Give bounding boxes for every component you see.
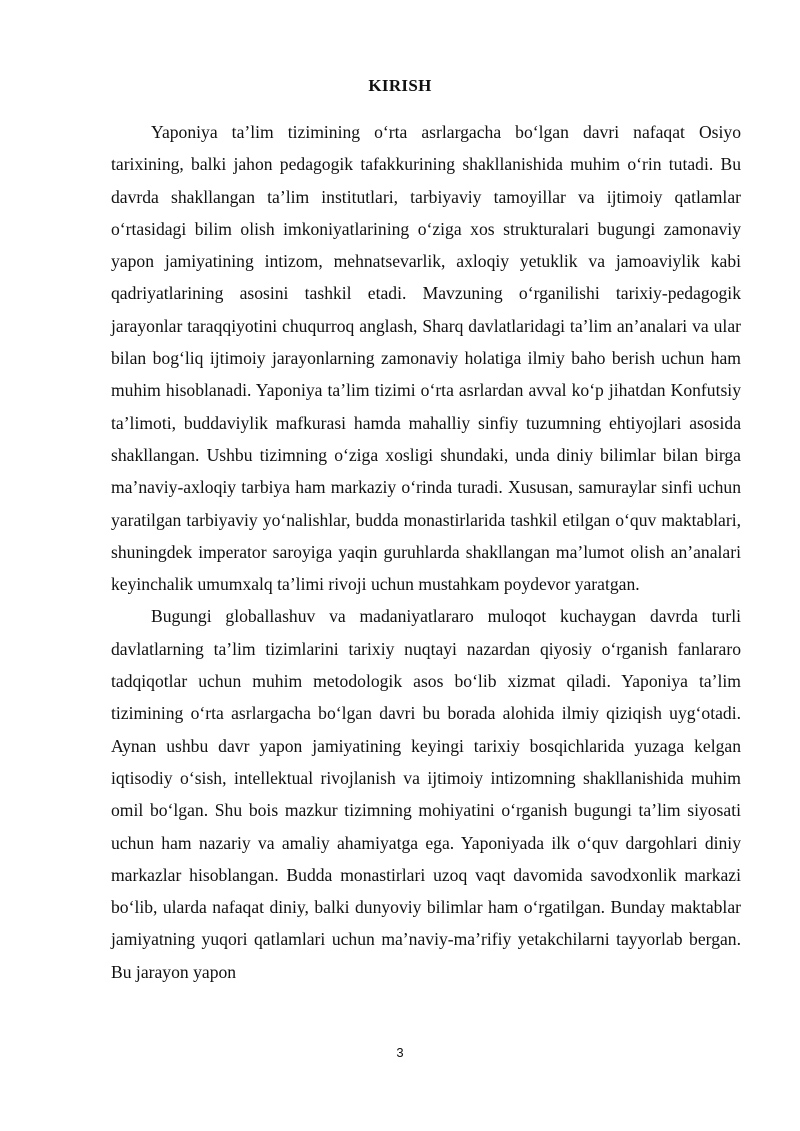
page-title: KIRISH (368, 76, 432, 95)
body-text (111, 116, 741, 988)
page-number: 3 (396, 1045, 404, 1060)
paragraph-1: Yaponiya ta’lim tizimining o‘rta asrlargacha bo‘lgan davri nafaqat Osiyo tarixining, balki jahon pedagogik tafakkurining shakllanishida muhim o‘rin tutadi. Bu davrda shakllangan ta’lim institutlari, tarbiyaviy tamoyillar va ijtimoiy qatlamlar o‘rtasidagi bilim olish imkoniyatlarining o‘ziga xos strukturalari bugungi zamonaviy yapon jamiyatining intizom, mehnatsevarlik, axloqiy yetuklik va jamoaviylik kabi qadriyatlarining asosini tashkil etadi. Mavzuning o‘rganilishi tarixiy-pedagogik jarayonlar taraqqiyotini chuqurroq anglash, Sharq davlatlaridagi ta’lim an’analari va ular bilan bog‘liq ijtimoiy jarayonlarning zamonaviy holatiga ilmiy baho berish uchun ham muhim hisoblanadi. Yaponiya ta’lim tizimi o‘rta asrlardan avval ko‘p jihatdan Konfutsiy ta’limoti, buddaviylik mafkurasi hamda mahalliy sinfiy tuzumning ehtiyojlari asosida shakllangan. Ushbu tizimning o‘ziga xosligi shundaki, unda diniy bilimlar bilan birga ma’naviy-axloqiy tarbiya ham markaziy o‘rinda turadi. Xususan, samuraylar sinfi uchun yaratilgan tarbiyaviy yo‘nalishlar, budda monastirlarida tashkil etilgan o‘quv maktablari, shuningdek imperator saroyiga yaqin guruhlarda shakllangan ma’lumot olish an’analari keyinchalik umumxalq ta’limi rivoji uchun mustahkam poydevor yaratgan. (111, 122, 741, 595)
paragraph-2: Bugungi globallashuv va madaniyatlararo muloqot kuchaygan davrda turli davlatlarning ta’lim tizimlarini tarixiy nuqtayi nazardan qiyosiy o‘rganish fanlararo tadqiqotlar uchun muhim metodologik asos bo‘lib xizmat qiladi. Yaponiya ta’lim tizimining o‘rta asrlargacha bo‘lgan davri bu borada alohida ilmiy qiziqish uyg‘otadi. Aynan ushbu davr yapon jamiyatining keyingi tarixiy bosqichlarida yuzaga kelgan iqtisodiy o‘sish, intellektual rivojlanish va ijtimoiy intizomning shakllanishida muhim omil bo‘lgan. Shu bois mazkur tizimning mohiyatini o‘rganish bugungi ta’lim siyosati uchun ham nazariy va amaliy ahamiyatga ega. Yaponiyada ilk o‘quv dargohlari diniy markazlar hisoblangan. Budda monastirlari uzoq vaqt davomida savodxonlik markazi bo‘lib, ularda nafaqat diniy, balki dunyoviy bilimlar ham o‘rgatilgan. Bunday maktablar jamiyatning yuqori qatlamlari uchun ma’naviy-ma’rifiy yetakchilarni tayyorlab bergan. Bu jarayon yapon (111, 606, 741, 982)
